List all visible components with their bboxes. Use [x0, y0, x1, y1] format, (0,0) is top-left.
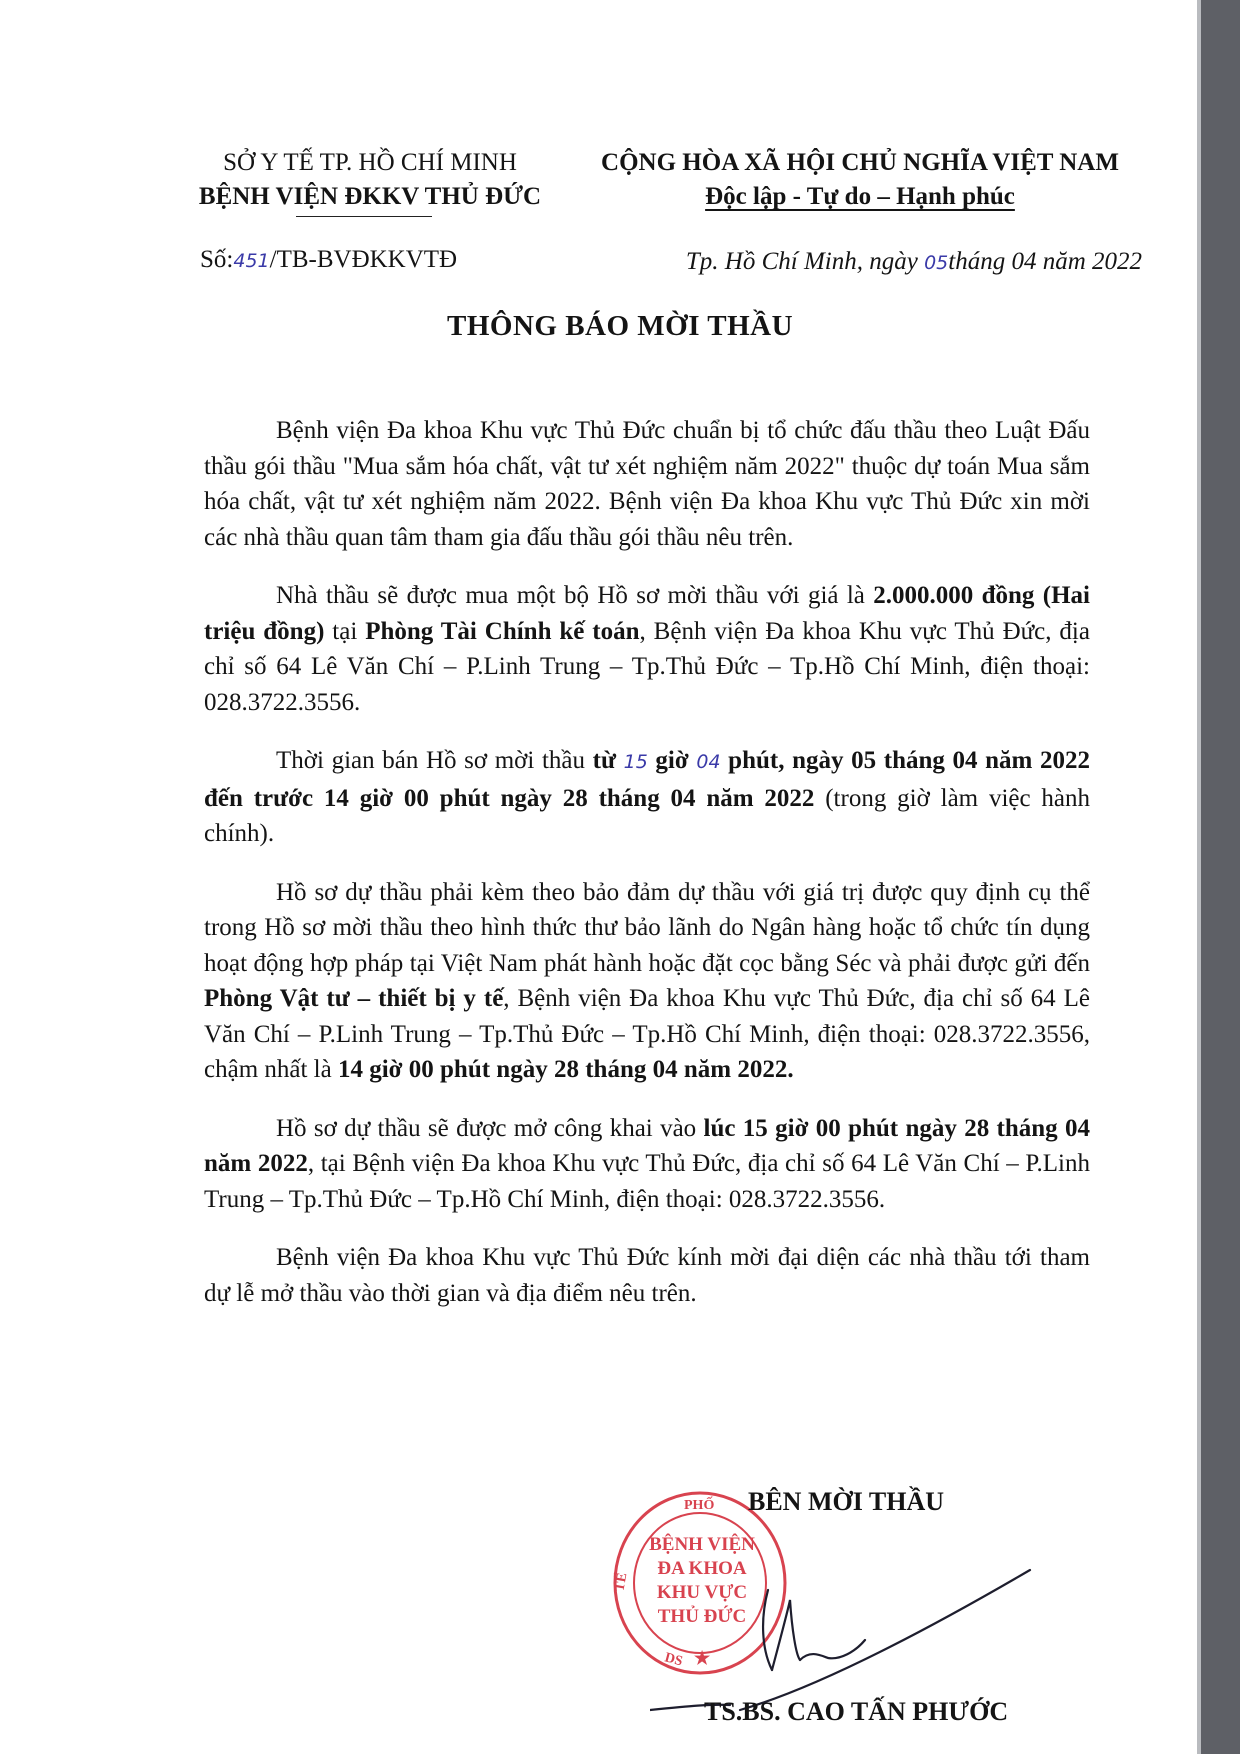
seal-line-1: BỆNH VIỆN: [649, 1534, 755, 1555]
doc-number-prefix: Số:: [200, 246, 234, 273]
paragraph-5: [204, 1111, 1090, 1218]
p2-text-2: tại: [324, 617, 366, 645]
seal-line-2: ĐA KHOA: [657, 1558, 747, 1579]
doc-date-suffix: tháng 04 năm 2022: [948, 248, 1142, 275]
country-name: CỘNG HÒA XÃ HỘI CHỦ NGHĨA VIỆT NAM: [601, 149, 1119, 176]
document-body: [204, 413, 1090, 1311]
doc-number-suffix: /TB-BVĐKKVTĐ: [269, 246, 458, 273]
p4-deadline: 14 giờ 00 phút ngày 28 tháng 04 năm 2022.: [337, 1056, 794, 1083]
seal-line-3: KHU VỰC: [656, 1582, 748, 1603]
seal-star-icon: ★: [694, 1648, 711, 1668]
seal-ring-bottom: DS: [662, 1650, 685, 1670]
document-number: [200, 246, 457, 274]
p2-price: 2.000.000 đồng (Hai triệu đồng): [204, 582, 1090, 645]
paragraph-3: [204, 743, 1090, 852]
doc-date-prefix: Tp. Hồ Chí Minh, ngày: [685, 248, 925, 275]
national-motto: Độc lập - Tự do – Hạnh phúc: [705, 183, 1015, 210]
p4-text-1: Hồ sơ dự thầu phải kèm theo bảo đảm dự thầu với giá trị được quy định cụ thể trong Hồ sơ mời thầu theo hình thức thư bảo lãnh do Ngân hàng hoặc tổ chức tín dụng hoạt động hợp pháp tại Việt Nam phát hành hoặc đặt cọc bằng Séc và phải được gửi đến: [204, 878, 1090, 977]
doc-date-handwritten-day: 05: [924, 252, 949, 274]
scan-edge: [1201, 0, 1240, 1754]
header-left-rule: [296, 216, 432, 217]
p3-handwritten-minute: 04: [696, 751, 721, 773]
document-title: THÔNG BÁO MỜI THẦU: [446, 310, 794, 342]
p5-text-2: , tại Bệnh viện Đa khoa Khu vực Thủ Đức, địa chỉ số 64 Lê Văn Chí – P.Linh Trung – Tp.Thủ Đức – Tp.Hồ Chí Minh, điện thoại: 028.3722.3556.: [204, 1150, 1090, 1213]
doc-number-handwritten: 451: [233, 250, 270, 272]
signer-title: BÊN MỜI THẦU: [748, 1487, 944, 1516]
paragraph-2: [204, 578, 1090, 720]
p3-text-2: (trong giờ làm việc hành chính).: [204, 784, 1091, 847]
p2-text-3: , Bệnh viện Đa khoa Khu vực Thủ Đức, địa chỉ số 64 Lê Văn Chí – P.Linh Trung – Tp.Thủ Đức – Tp.Hồ Chí Minh, điện thoại: 028.3722.3556.: [204, 617, 1090, 716]
p4-department: Phòng Vật tư – thiết bị y tế: [204, 985, 504, 1012]
p2-text-1: Nhà thầu sẽ được mua một bộ Hồ sơ mời thầu với giá là: [276, 582, 874, 609]
document-date: [686, 248, 1142, 276]
p3-text-1: Thời gian bán Hồ sơ mời thầu: [276, 747, 593, 774]
header-right: [580, 146, 1140, 214]
seal-ring-top: PHỐ: [684, 1498, 715, 1513]
signer-name: TS.BS. CAO TẤN PHƯỚC: [704, 1697, 1009, 1726]
handwritten-signature: [650, 1540, 1050, 1720]
paragraph-4: [204, 875, 1090, 1088]
p3-bold-1: từ: [592, 747, 624, 774]
org-name: BỆNH VIỆN ĐKKV THỦ ĐỨC: [198, 183, 542, 210]
org-parent: SỞ Y TẾ TP. HỒ CHÍ MINH: [223, 149, 517, 176]
paragraph-1: Bệnh viện Đa khoa Khu vực Thủ Đức chuẩn bị tổ chức đấu thầu theo Luật Đấu thầu gói thầu "Mua sắm hóa chất, vật tư xét nghiệm năm 2022" thuộc dự toán Mua sắm hóa chất, vật tư xét nghiệm năm 2022. Bệnh viện Đa khoa Khu vực Thủ Đức xin mời các nhà thầu quan tâm tham gia đấu thầu gói thầu nêu trên.: [204, 417, 1090, 551]
p3-bold-3: phút, ngày 05 tháng 04 năm 2022 đến trước 14 giờ 00 phút ngày 28 tháng 04 năm 2022: [204, 747, 1091, 812]
seal-line-4: THỦ ĐỨC: [657, 1606, 747, 1627]
p5-opening-time: lúc 15 giờ 00 phút ngày 28 tháng 04 năm 2022: [204, 1114, 1091, 1177]
p4-text-2: , Bệnh viện Đa khoa Khu vực Thủ Đức, địa chỉ số 64 Lê Văn Chí – P.Linh Trung – Tp.Thủ Đức – Tp.Hồ Chí Minh, điện thoại: 028.3722.3556, chậm nhất là: [204, 985, 1090, 1083]
seal-ring-left: TẾ: [612, 1571, 631, 1593]
p3-handwritten-hour: 15: [623, 751, 648, 773]
header-left: [180, 146, 560, 214]
p5-text-1: Hồ sơ dự thầu sẽ được mở công khai vào: [276, 1114, 704, 1142]
p2-department: Phòng Tài Chính kế toán: [365, 617, 640, 645]
paragraph-6: Bệnh viện Đa khoa Khu vực Thủ Đức kính mời đại diện các nhà thầu tới tham dự lễ mở thầu vào thời gian và địa điểm nêu trên.: [204, 1244, 1090, 1307]
p3-bold-2: giờ: [647, 747, 697, 774]
